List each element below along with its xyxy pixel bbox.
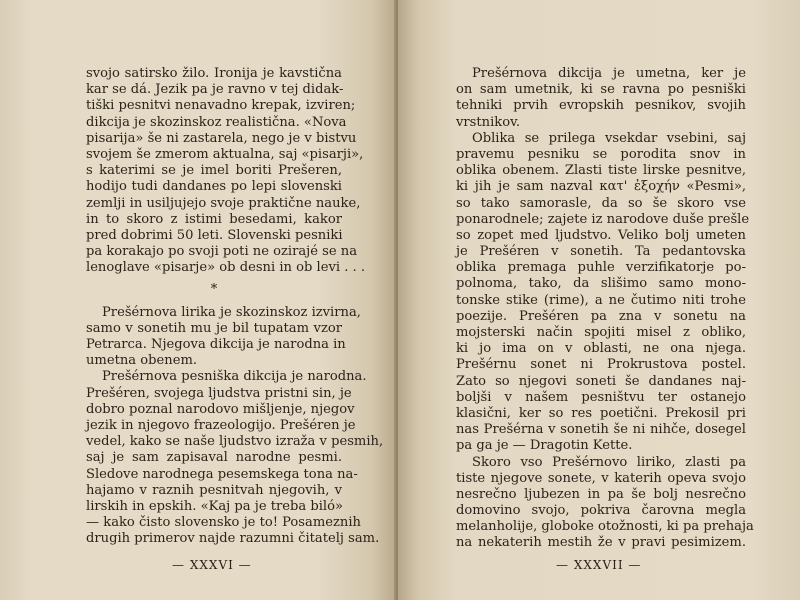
text-line: pravemu pesniku se porodita snov in [456,146,746,162]
text-line: tiški pesnitvi nenavadno krepak, izviren; [86,98,356,114]
text-line: in to skoro z istimi besedami, kakor [86,211,342,227]
page-number-right: — XXXVII — [556,558,642,572]
right-text-column [456,66,754,552]
text-line: samo v sonetih mu je bil tupatam vzor [86,320,342,336]
text-line: pred dobrimi 50 leti. Slovenski pesniki [86,227,343,243]
text-line: mojsterski način spojiti misel z obliko, [456,325,746,340]
text-line: Oblika se prilega vsekdar vsebini, saj [472,130,746,146]
text-line: so tako samorasle, da so še skoro vse [456,195,746,211]
text-line: Prešérnova pesniška dikcija je narodna. [102,369,367,385]
text-line: Prešérnova dikcija je umetna, ker je [472,66,746,81]
text-line: tonske stike (rime), a ne čutimo niti trohe [456,292,746,308]
text-line: svojo satirsko žilo. Ironija je kavstična [86,66,342,81]
text-line: vrstnikov. [456,114,521,130]
text-line: dobro poznal narodovo mišljenje, njegov [86,401,355,417]
text-line: drugih primerov najde razumni čitatelj sam. [86,531,380,547]
text-line: ponarodnele; zajete iz narodove duše prešle [456,211,750,227]
text-line: dikcija je skozinskoz realistična. «Nova [86,114,347,130]
text-line: Prešéren, svojega ljudstva pristni sin, je [86,385,352,401]
text-line: saj je sam zapisaval narodne pesmi. [86,450,342,466]
text-line: Prešérnova lirika je skozinskoz izvirna, [102,304,361,320]
text-line: nas Prešérna v sonetih še ni nihče, dosegel [456,422,746,438]
text-line: je Prešéren v sonetih. Ta pedantovska [456,244,746,260]
left-page [0,0,396,600]
text-line: vedel, kako se naše ljudstvo izraža v pesmih, [86,434,384,450]
text-line: Prešérnu sonet ni Prokrustova postel. [456,357,746,373]
text-line: ki jo ima on v oblasti, ne ona njega. [456,341,746,357]
text-line: poezije. Prešéren pa zna v sonetu na [456,308,746,324]
right-page [398,0,800,600]
text-line: Sledove narodnega pesemskega tona na- [86,466,358,482]
text-line: boljši v našem pesništvu ter ostanejo [456,389,746,405]
text-line: nesrečno ljubezen in pa še bolj nesrečno [456,486,746,502]
text-line: Petrarca. Njegova dikcija je narodna in [86,337,346,352]
text-line: tehniki prvih evropskih pesnikov, svojih [456,98,746,114]
text-line: svojem še zmerom aktualna, saj «pisarji», [86,146,364,162]
text-line: pa ga je — Dragotin Kette. [456,438,633,454]
text-line: lenoglave «pisarje» ob desni in ob levi . . . [86,260,366,276]
left-text-column [86,66,384,547]
text-line: Zato so njegovi soneti še dandanes naj- [456,373,746,389]
text-line: on sam umetnik, ki se ravna po pesniški [456,82,746,98]
text-line: s katerimi se je imel boriti Prešeren, [86,163,342,179]
text-line: domovino svojo, pokriva čarovna megla [456,503,746,519]
text-line: polnoma, tako, da slišimo samo mono- [456,276,746,292]
text-line: ki jih je sam nazval κατ' ἐξοχήν «Pesmi», [456,179,746,195]
text-line: Skoro vso Prešérnovo liriko, zlasti pa [472,454,746,470]
text-line: tiste njegove sonete, v katerih opeva svojo [456,470,746,486]
text-line: klasični, ker so res poetični. Prekosil pri [456,405,746,421]
text-line: pisarija» še ni zastarela, nego je v bistvu [86,130,357,146]
text-line: — kako čisto slovensko je to! Posameznih [86,515,361,531]
text-line: zemlji in usiljujejo svoje praktične nauke, [86,195,361,211]
text-line: hajamo v raznih pesnitvah njegovih, v [86,482,342,498]
text-line: pa korakajo po svoji poti ne ozirajé se na [86,244,358,260]
text-line: kar se dá. Jezik pa je ravno v tej didak- [86,82,344,98]
text-line: jezik in njegovo frazeologijo. Prešéren je [86,417,356,433]
text-line: oblika obenem. Zlasti tiste lirske pesnitve, [456,163,746,179]
text-line: lirskih in epskih. «Kaj pa je treba biló» [86,498,343,514]
text-line: hodijo tudi dandanes po lepi slovenski [86,179,342,195]
page-number-left: — XXXVI — [172,558,252,572]
text-line: melanholije, globoke otožnosti, ki pa prehaja [456,519,754,535]
text-line: umetna obenem. [86,353,198,369]
text-line: na nekaterih mestih že v pravi pesimizem. [456,535,746,551]
section-separator: * [210,282,218,298]
text-line: oblika premaga puhle verzifikatorje po- [456,260,746,276]
text-line: so zopet med ljudstvo. Veliko bolj umeten [456,227,746,243]
